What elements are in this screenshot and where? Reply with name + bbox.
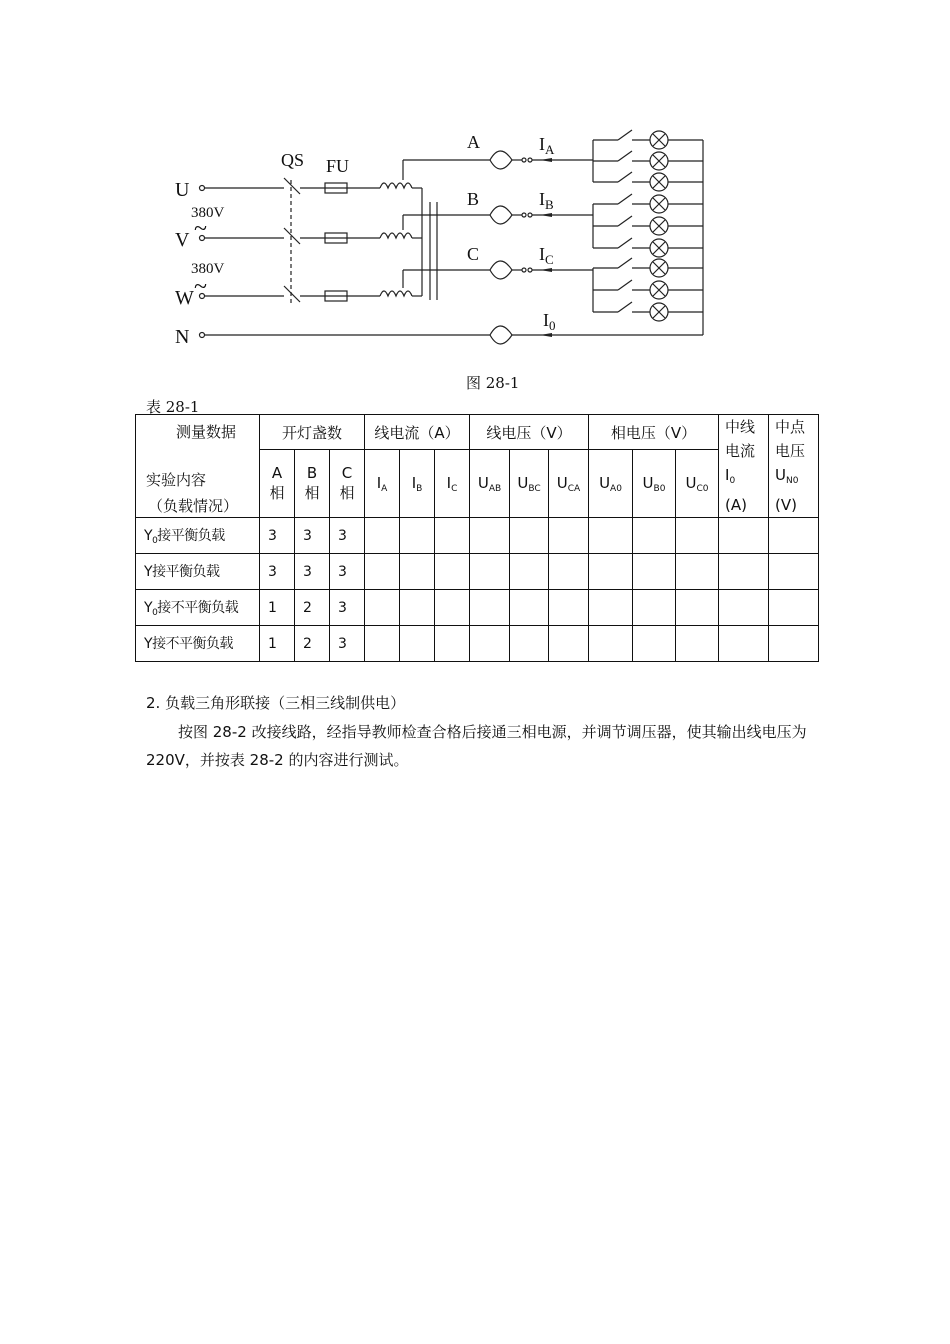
phase-b-label: B: [467, 189, 480, 209]
empty-cell[interactable]: [400, 554, 435, 590]
ua0-header: $U_{A0}$: [589, 450, 633, 518]
voltage-label-1: 380V: [191, 205, 225, 221]
lamps-c-value: 3: [330, 554, 365, 590]
current-i0-label: $I_0$: [543, 310, 556, 333]
lamps-c-header: C 相: [330, 450, 365, 518]
corner-bottom-label-1: 实验内容: [146, 471, 207, 489]
empty-cell[interactable]: [365, 590, 400, 626]
empty-cell[interactable]: [549, 554, 589, 590]
empty-cell[interactable]: [549, 518, 589, 554]
lamps-c-value: 3: [330, 518, 365, 554]
table-row: [136, 554, 819, 590]
uc0-header: $U_{C0}$: [676, 450, 719, 518]
ic-header: $I_C$: [435, 450, 470, 518]
neutral-voltage-header: 中点 电压 $U_{N0}$ (V): [769, 415, 819, 518]
corner-header-cell: [136, 415, 260, 518]
empty-cell[interactable]: [719, 518, 769, 554]
table-row: [136, 518, 819, 554]
empty-cell[interactable]: [719, 626, 769, 662]
table-caption: 表 28-1: [146, 398, 200, 416]
empty-cell[interactable]: [365, 554, 400, 590]
empty-cell[interactable]: [400, 626, 435, 662]
lamps-b-header: B 相: [295, 450, 330, 518]
figure-caption: 图 28-1: [466, 374, 520, 392]
empty-cell[interactable]: [633, 518, 676, 554]
corner-bottom-label-2: （负载情况）: [148, 497, 239, 515]
terminal-u-label: U: [175, 179, 190, 201]
empty-cell[interactable]: [400, 590, 435, 626]
fuse-label: FU: [326, 156, 350, 176]
tilde-1: ~: [194, 216, 207, 242]
empty-cell[interactable]: [470, 626, 510, 662]
empty-cell[interactable]: [400, 518, 435, 554]
lamps-a-value: 3: [260, 518, 295, 554]
section-heading: 2. 负载三角形联接（三相三线制供电）: [146, 694, 406, 712]
terminal-n-label: N: [175, 326, 190, 348]
empty-cell[interactable]: [365, 626, 400, 662]
line-voltage-group-header: 线电压（V）: [470, 415, 589, 450]
lamps-b-value: 3: [295, 518, 330, 554]
empty-cell[interactable]: [769, 518, 819, 554]
circuit-diagram: [160, 120, 740, 370]
table-row: [136, 626, 819, 662]
uca-header: $U_{CA}$: [549, 450, 589, 518]
terminal-w-label: W: [175, 287, 194, 309]
empty-cell[interactable]: [676, 626, 719, 662]
row-label: $Y_0$接平衡负载: [136, 518, 260, 554]
line-current-group-header: 线电流（A）: [365, 415, 470, 450]
ubc-header: $U_{BC}$: [510, 450, 549, 518]
ib-header: $I_B$: [400, 450, 435, 518]
lamps-c-value: 3: [330, 590, 365, 626]
empty-cell[interactable]: [365, 518, 400, 554]
empty-cell[interactable]: [676, 518, 719, 554]
empty-cell[interactable]: [676, 590, 719, 626]
empty-cell[interactable]: [719, 554, 769, 590]
empty-cell[interactable]: [435, 590, 470, 626]
phase-a-label: A: [467, 132, 480, 152]
empty-cell[interactable]: [589, 518, 633, 554]
lamps-a-value: 3: [260, 554, 295, 590]
phase-voltage-group-header: 相电压（V）: [589, 415, 719, 450]
lamps-a-value: 1: [260, 626, 295, 662]
empty-cell[interactable]: [549, 626, 589, 662]
empty-cell[interactable]: [470, 554, 510, 590]
lamps-a-value: 1: [260, 590, 295, 626]
empty-cell[interactable]: [719, 590, 769, 626]
lamps-b-value: 3: [295, 554, 330, 590]
empty-cell[interactable]: [510, 590, 549, 626]
empty-cell[interactable]: [633, 590, 676, 626]
empty-cell[interactable]: [435, 626, 470, 662]
phase-c-label: C: [467, 244, 480, 264]
empty-cell[interactable]: [769, 554, 819, 590]
neutral-current-header: 中线 电流 $I_0$ (A): [719, 415, 769, 518]
lamps-c-value: 3: [330, 626, 365, 662]
switch-label: QS: [281, 150, 305, 170]
empty-cell[interactable]: [470, 518, 510, 554]
empty-cell[interactable]: [435, 554, 470, 590]
current-ic-label: $I_C$: [539, 244, 554, 267]
empty-cell[interactable]: [549, 590, 589, 626]
empty-cell[interactable]: [769, 626, 819, 662]
table-row: [136, 590, 819, 626]
empty-cell[interactable]: [676, 554, 719, 590]
lamps-b-value: 2: [295, 590, 330, 626]
voltage-label-2: 380V: [191, 261, 225, 277]
section-paragraph: 按图 28-2 改接线路，经指导教师检查合格后接通三相电源，并调节调压器，使其输出线电压为 220V，并按表 28-2 的内容进行测试。: [146, 723, 807, 769]
empty-cell[interactable]: [435, 518, 470, 554]
row-label: $Y_0$接不平衡负载: [136, 590, 260, 626]
tilde-2: ~: [194, 274, 207, 300]
empty-cell[interactable]: [633, 554, 676, 590]
row-label: Y接平衡负载: [136, 554, 260, 590]
ia-header: $I_A$: [365, 450, 400, 518]
empty-cell[interactable]: [510, 518, 549, 554]
empty-cell[interactable]: [589, 554, 633, 590]
corner-top-label: 测量数据: [176, 423, 237, 441]
empty-cell[interactable]: [510, 626, 549, 662]
uab-header: $U_{AB}$: [470, 450, 510, 518]
measurement-table: [135, 414, 819, 662]
empty-cell[interactable]: [589, 590, 633, 626]
row-label: Y接不平衡负载: [136, 626, 260, 662]
terminal-v-label: V: [175, 229, 190, 251]
empty-cell[interactable]: [589, 626, 633, 662]
current-ia-label: $I_A$: [539, 134, 555, 157]
empty-cell[interactable]: [633, 626, 676, 662]
lamps-b-value: 2: [295, 626, 330, 662]
empty-cell[interactable]: [510, 554, 549, 590]
empty-cell[interactable]: [769, 590, 819, 626]
ub0-header: $U_{B0}$: [633, 450, 676, 518]
current-ib-label: $I_B$: [539, 189, 554, 212]
empty-cell[interactable]: [470, 590, 510, 626]
lamps-group-header: 开灯盏数: [260, 415, 365, 450]
lamps-a-header: A 相: [260, 450, 295, 518]
